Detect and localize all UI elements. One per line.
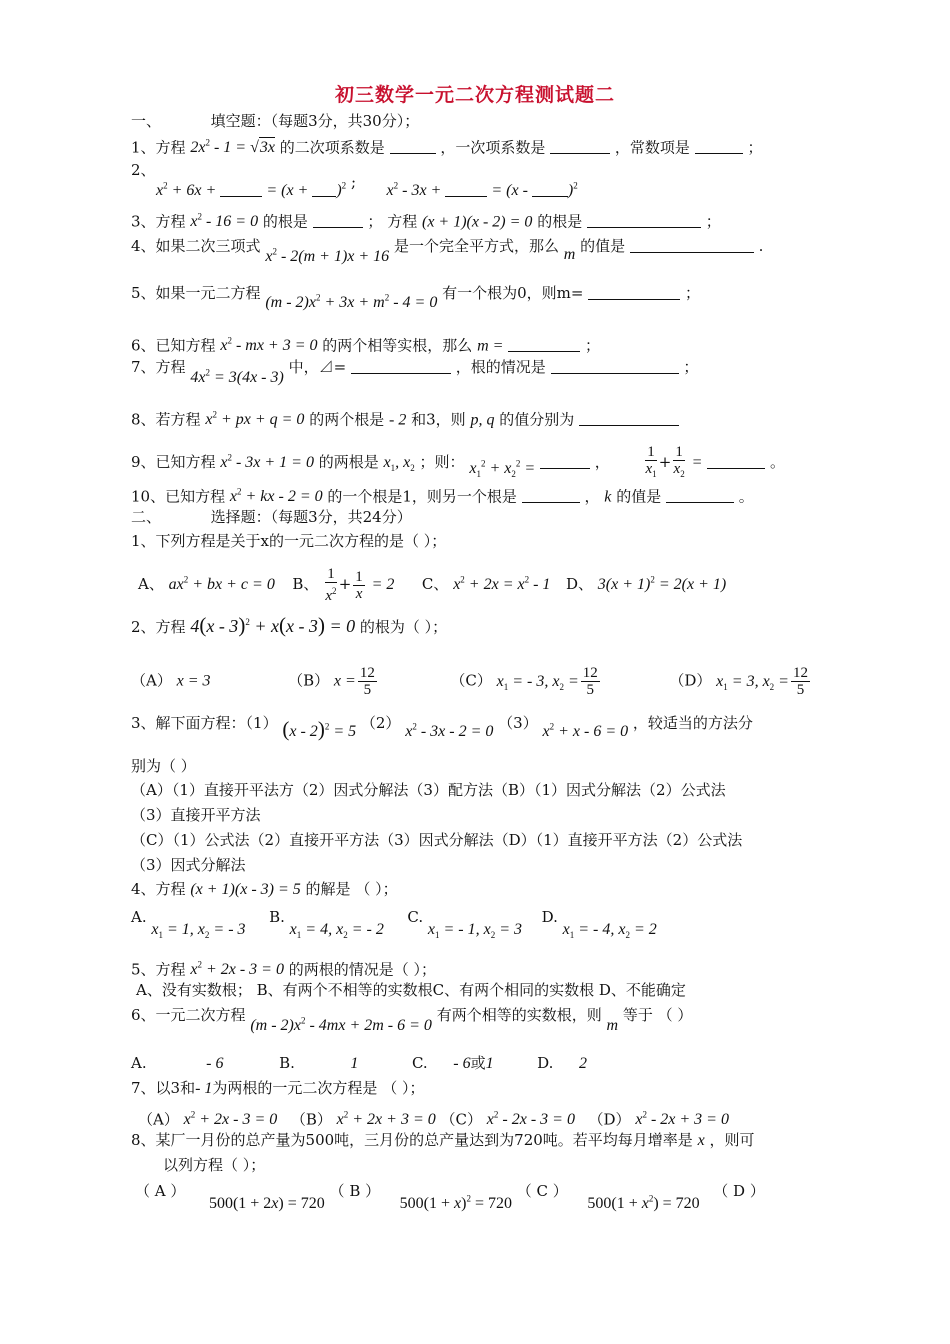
choice-question-3-line2: 别为（ ） [131, 757, 196, 775]
choice-question-3-option-ab[interactable]: （A）（1）直接开平法方（2）因式分解法（3）配方法（B）（1）因式分解法（2）公式法 [131, 781, 726, 799]
fill-question-9: 9、已知方程 $x^2 - 3x + 1 = 0$ 的两根是 $x_1$, $x_2$ ；则： $x_1^2 + x_2^2$ = ， $\frac{1}{x_1}$ + $\frac{1}{x_2}$ = 。 [131, 444, 786, 480]
q-text: 和3，则 [411, 410, 466, 429]
section-choice-header [131, 507, 412, 527]
option-label[interactable]: （ A ） [135, 1182, 186, 1200]
q-text: 等于 （ ） [622, 1006, 693, 1024]
answer-blank[interactable] [666, 487, 734, 503]
answer-blank[interactable] [588, 284, 680, 300]
option-value: - 6 [453, 1055, 471, 1072]
choice-question-4: 4、方程 (x + 1)(x - 3) = 5 的解是 （ ）； [131, 880, 398, 898]
answer-blank[interactable] [351, 358, 451, 374]
fill-question-4: 4、如果二次三项式 $x^2 - 2(m + 1)x + 16$ 是一个完全平方式，那么 m 的值是 . [131, 237, 764, 265]
option-value: 或 [470, 1054, 486, 1072]
q-text: ，一次项系数是 [440, 138, 546, 157]
q-text: 7、以3和 [131, 1079, 196, 1097]
option-label[interactable]: D、 [565, 575, 594, 593]
q-text: （3） [498, 714, 538, 732]
q-text: 4、方程 [131, 880, 186, 898]
option-label[interactable]: （B） [288, 671, 330, 690]
q-text: 4、如果二次三项式 [131, 237, 261, 255]
choice-question-8-options: （ A ） 500(1 + 2x) = 720 （ B ） $500(1 + x)^2 = 720$ （ C ） $500(1 + x^2) = 720$ （ D ） [135, 1182, 765, 1212]
option-label[interactable]: （ B ） [329, 1182, 381, 1200]
q-number: 2、 [131, 161, 156, 179]
option-label[interactable]: D. [537, 1054, 554, 1072]
q-text: 的一个根是1，则另一个根是 [327, 487, 517, 506]
fill-question-1: 1、方程 $2x^2 - 1 = √3x$ 的二次项系数是 ，一次项系数是 ，常数项是 ； [131, 138, 763, 157]
q-value: - 1 [195, 1080, 213, 1097]
choice-question-3: 3、解下面方程：（1） (x - 2)$^2$ = 5 （2） $x^2 - 3x - 2 = 0$ （3） $x^2 + x - 6 = 0$ ，较适当的方法分 [131, 714, 753, 741]
q-text: 8、若方程 [131, 410, 201, 429]
option-label[interactable]: B. [269, 908, 285, 926]
q-text: 1、方程 [131, 138, 186, 157]
choice-question-1-options: A、 $ax^2$ + bx + c = 0 B、 $\frac{1}{x^2}$ + $\frac{1}{x}$ = 2 C、 $x^2 + 2x = x^2 - 1$ D、 $3(x + 1)^2 = 2(x + 1)$ [138, 566, 727, 604]
q-text: ，根的情况是 [455, 358, 546, 376]
option-label[interactable]: A. [131, 908, 147, 926]
q-text: 6、一元二次方程 [131, 1006, 246, 1024]
option-label[interactable]: D. [541, 908, 558, 926]
q-text: 5、方程 [131, 960, 186, 979]
choice-question-8: 8、某厂一月份的总产量为500吨，三月份的总产量达到为720吨。若平均每月增率是 x ，则可 [131, 1131, 755, 1149]
option-value: 1 [485, 1055, 494, 1072]
q-text: . [758, 237, 764, 255]
choice-question-6-options [131, 1053, 587, 1074]
q-text: 的值分别为 [499, 410, 575, 429]
option-label[interactable]: A. [131, 1054, 147, 1072]
option-value: 2 [579, 1055, 587, 1072]
choice-question-5: 5、方程 $x^2 + 2x - 3 = 0$ 的两根的情况是（ ）； [131, 960, 437, 979]
choice-question-2-options: （A） x = 3 （B） x = $\frac{12}{5}$ （C） $x_1$ = - 3, $x_2$ = $\frac{12}{5}$ （D） $x_1 = 3$, $x_2$ = $\frac{12}{5}$ [131, 665, 808, 698]
q-text: 1、下列方程是关于x的一元二次方程的是（ ）； [131, 532, 447, 550]
q-text: 的根是 [262, 212, 308, 231]
q-text: 8、某厂一月份的总产量为500吨，三月份的总产量达到为720吨。若平均每月增率是 [131, 1131, 693, 1149]
option-label[interactable]: （D） [669, 671, 712, 690]
q-text: 的根为（ ）； [359, 618, 448, 636]
page-title: 初三数学一元二次方程测试题二 [334, 84, 615, 106]
answer-blank[interactable] [312, 181, 336, 197]
q-text: 10、已知方程 [131, 487, 226, 506]
q-text: 9、已知方程 [131, 453, 216, 471]
q-text: 的两根是 [318, 453, 379, 471]
choice-question-3-option-cd[interactable]: （C）（1）公式法（2）直接开平方法（3）因式分解法（D）（1）直接开平方法（2）公式法 [131, 831, 743, 849]
q-text: ， [584, 487, 600, 506]
answer-blank[interactable] [707, 453, 765, 469]
option-label[interactable]: C. [407, 908, 424, 926]
option-label[interactable]: （C） [450, 671, 492, 690]
answer-blank[interactable] [390, 138, 436, 154]
q-text: ； [705, 212, 721, 231]
q-text: 7、方程 [131, 358, 186, 376]
option-label[interactable]: C. [411, 1054, 428, 1072]
q-text: ； 方程 [367, 212, 418, 231]
fill-question-6: 6、已知方程 $x^2$ - mx + 3 = 0 的两个相等实根，那么 m = ； [131, 336, 601, 355]
q-text: 为两根的一元二次方程是 （ ）； [212, 1079, 425, 1097]
q-text: 的两个根是 [309, 410, 385, 429]
choice-question-4-options: A. $x_1 = 1$, $x_2$ = - 3 B. $x_1 = 4$, $x_2$ = - 2 C. $x_1$ = - 1, $x_2 = 3$ D. $x_1$ = - 4, $x_2 = 2$ [131, 908, 657, 941]
choice-question-3-option-cd-cont: （3）因式分解法 [131, 856, 246, 874]
fill-question-7: 7、方程 $4x^2 = 3(4x - 3)$ 中，⊿= ，根的情况是 ； [131, 358, 699, 386]
answer-blank[interactable] [220, 181, 262, 197]
q-text: ，常数项是 [614, 138, 690, 157]
answer-blank[interactable] [587, 212, 701, 228]
answer-blank[interactable] [579, 410, 679, 426]
q-text: 6、已知方程 [131, 336, 216, 355]
option-label[interactable]: （D） [588, 1110, 631, 1129]
option-label[interactable]: B、 [292, 575, 319, 593]
q-text: 的值是 [580, 237, 626, 255]
q-text: 3、解下面方程：（1） [131, 714, 278, 732]
choice-question-3-option-ab-cont: （3）直接开平方法 [131, 806, 261, 824]
q-text: ；则： [419, 453, 465, 471]
section-title: 选择题：（每题3分，共24分） [210, 508, 412, 526]
q-text: 的解是 （ ）； [305, 880, 398, 898]
choice-question-7-options: （A） $x^2 + 2x - 3 = 0$ （B） $x^2 + 2x + 3 = 0$ （C） $x^2 - 2x - 3 = 0$ （D） $x^2 - 2x + 3 = 0$ [138, 1110, 729, 1129]
q-text: ， [594, 453, 610, 471]
fill-question-8: 8、若方程 $x^2$ + px + q = 0 的两个根是 - 2 和3，则 p, q 的值分别为 [131, 405, 679, 430]
answer-blank[interactable] [508, 336, 580, 352]
option-value: 1 [350, 1055, 359, 1072]
option-label[interactable]: （A） [131, 671, 172, 690]
q-text: 有一个根为0，则m= [442, 284, 584, 302]
option-label[interactable]: （A） [138, 1110, 179, 1129]
q-text: 的根是 [537, 212, 583, 231]
q-text: （2） [360, 714, 401, 732]
q-text: 5、如果一元二方程 [131, 284, 261, 302]
option-label[interactable]: （ D ） [713, 1182, 765, 1200]
fill-question-2-body: $x^2 + 6x$ + = $(x + )^2$ ; $x^2 - 3x$ + = (x - )$^2$ [156, 173, 578, 199]
q-text: ； [685, 284, 701, 302]
q-text: 的两个相等实根，那么 [322, 336, 473, 355]
q-text: ，较适当的方法分 [632, 714, 753, 732]
section-number: 二、 [131, 508, 162, 526]
q-text: ； [585, 336, 601, 355]
q-text: 的值是 [616, 487, 662, 506]
section-number: 一、 [131, 112, 162, 130]
option-label[interactable]: （B） [290, 1110, 332, 1129]
q-text: 。 [770, 453, 786, 471]
fill-question-10: 10、已知方程 $x^2$ + kx - 2 = 0 的一个根是1，则另一个根是 ， k 的值是 。 [131, 487, 754, 506]
q-text: 的两根的情况是（ ）； [288, 960, 437, 979]
choice-question-8-line2: 以列方程（ ）； [163, 1156, 266, 1174]
answer-blank[interactable] [550, 138, 610, 154]
choice-question-6: 6、一元二次方程 $(m - 2)x^2 - 4mx + 2m - 6 = 0$ 有两个相等的实数根，则 m 等于 （ ） [131, 1006, 693, 1034]
fill-question-5: 5、如果一元二方程 $(m - 2)x^2 + 3x + m^2 - 4 = 0$ 有一个根为0，则m= ； [131, 284, 701, 311]
answer-blank[interactable] [551, 358, 679, 374]
choice-question-2: 2、方程 4(x - 3)$^2$ + x(x - 3) = 0 的根为（ ）； [131, 613, 448, 637]
answer-blank[interactable] [630, 237, 754, 253]
option-label[interactable]: （C） [440, 1110, 483, 1129]
fill-question-2 [131, 160, 156, 180]
answer-blank[interactable] [532, 181, 568, 197]
answer-blank[interactable] [313, 212, 363, 228]
q-text: 。 [738, 487, 754, 506]
section-fill-header [131, 111, 419, 131]
q-text: 3、方程 [131, 212, 186, 231]
fill-question-3: 3、方程 $x^2 - 16 = 0$ 的根是 ； 方程 (x + 1)(x - 2) = 0 的根是 ； [131, 212, 721, 231]
q-text: 中，⊿= [288, 358, 347, 376]
option-value: - 6 [206, 1055, 224, 1072]
q-text: ； [747, 138, 763, 157]
q-text: 的二次项系数是 [279, 138, 385, 157]
option-label[interactable]: C、 [421, 575, 449, 593]
q-text: ，则可 [709, 1131, 755, 1149]
answer-blank[interactable] [540, 453, 590, 469]
option-label[interactable]: B. [279, 1054, 295, 1072]
option-label[interactable]: （ C ） [516, 1182, 568, 1200]
choice-question-1 [131, 531, 446, 551]
q-text: 有两个相等的实数根，则 [436, 1006, 602, 1024]
answer-blank[interactable] [522, 487, 580, 503]
q-text: ； [683, 358, 699, 376]
section-title: 填空题：（每题3分，共30分）； [210, 112, 420, 130]
q-text: 2、方程 [131, 618, 186, 636]
option-label[interactable]: A、 [138, 575, 164, 593]
choice-question-5-options[interactable]: A、没有实数根； B、有两个不相等的实数根C、有两个相同的实数根 D、不能确定 [136, 981, 686, 999]
choice-question-7 [131, 1078, 424, 1099]
answer-blank[interactable] [695, 138, 743, 154]
answer-blank[interactable] [445, 181, 487, 197]
q-text: 是一个完全平方式，那么 [393, 237, 559, 255]
